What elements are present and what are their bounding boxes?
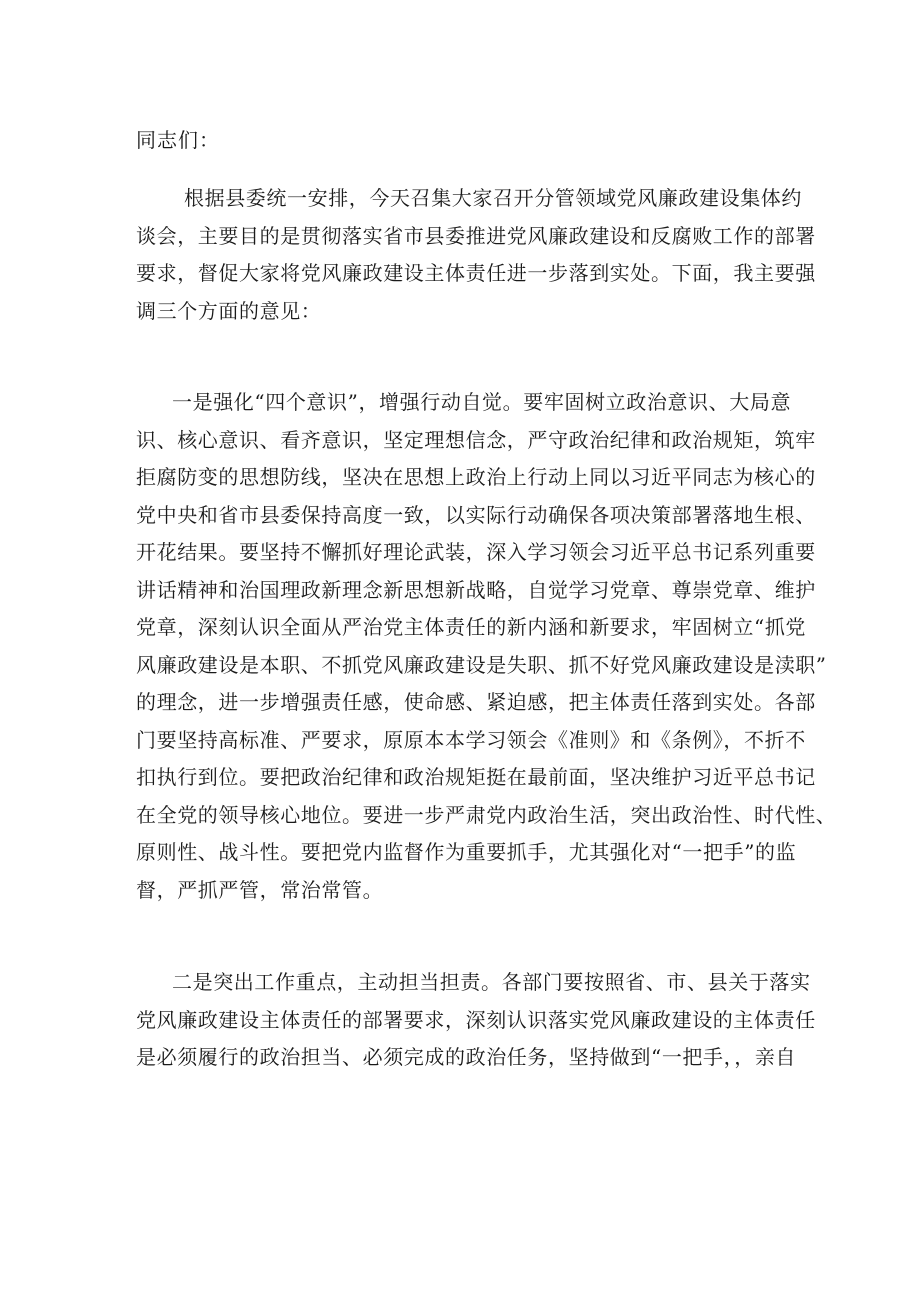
paragraph-line: 督，严抓严管，常治常管。 bbox=[136, 877, 384, 902]
paragraph-line: 调三个方面的意见： bbox=[136, 298, 322, 323]
paragraph-line: 党中央和省市县委保持高度一致，以实际行动确保各项决策部署落地生根、 bbox=[136, 502, 816, 527]
paragraph-line: 门要坚持高标准、严要求，原原本本学习领会《准则》和《条例》，不折不 bbox=[136, 727, 806, 752]
paragraph-line: 风廉政建设是本职、不抓党风廉政建设是失职、抓不好党风廉政建设是渎职” bbox=[136, 652, 827, 677]
greeting: 同志们： bbox=[136, 128, 220, 152]
paragraph-intro bbox=[136, 180, 816, 330]
paragraph-line: 识、核心意识、看齐意识，坚定理想信念，严守政治纪律和政治规矩，筑牢 bbox=[136, 427, 816, 452]
paragraph-line: 要求，督促大家将党风廉政建设主体责任进一步落到实处。下面，我主要强 bbox=[136, 261, 816, 285]
paragraph-line: 党风廉政建设主体责任的部署要求，深刻认识落实党风廉政建设的主体责任 bbox=[136, 1007, 816, 1032]
paragraph-point-two bbox=[136, 964, 816, 1077]
paragraph-line: 的理念，进一步增强责任感，使命感、紧迫感，把主体责任落到实处。各部 bbox=[136, 690, 816, 714]
paragraph-line: 原则性、战斗性。要把党内监督作为重要抓手，尤其强化对“一把手”的监 bbox=[136, 840, 797, 864]
paragraph-line: 是必须履行的政治担当、必须完成的政治任务，坚持做到“一把手，，亲自 bbox=[136, 1045, 797, 1069]
paragraph-point-one bbox=[136, 384, 837, 909]
paragraph-line: 二是突出工作重点，主动担当担责。各部门要按照省、市、县关于落实 bbox=[172, 970, 811, 994]
paragraph-line: 一是强化“四个意识”，增强行动自觉。要牢固树立政治意识、大局意 bbox=[172, 390, 792, 414]
paragraph-line: 根据县委统一安排，今天召集大家召开分管领域党风廉政建设集体约 bbox=[184, 186, 802, 210]
paragraph-line: 谈会，主要目的是贯彻落实省市县委推进党风廉政建设和反腐败工作的部署 bbox=[136, 223, 816, 248]
paragraph-line: 党章，深刻认识全面从严治党主体责任的新内涵和新要求，牢固树立“抓党 bbox=[136, 615, 807, 639]
paragraph-line: 讲话精神和治国理政新理念新思想新战略，自觉学习党章、尊崇党章、维护 bbox=[136, 577, 816, 602]
paragraph-line: 拒腐防变的思想防线，坚决在思想上政治上行动上同以习近平同志为核心的 bbox=[136, 465, 816, 489]
paragraph-line: 开花结果。要坚持不懈抓好理论武装，深入学习领会习近平总书记系列重要 bbox=[136, 540, 816, 564]
paragraph-line: 扣执行到位。要把政治纪律和政治规矩挺在最前面，坚决维护习近平总书记 bbox=[136, 765, 816, 789]
paragraph-line: 在全党的领导核心地位。要进一步严肃党内政治生活，突出政治性、时代性、 bbox=[136, 802, 837, 827]
